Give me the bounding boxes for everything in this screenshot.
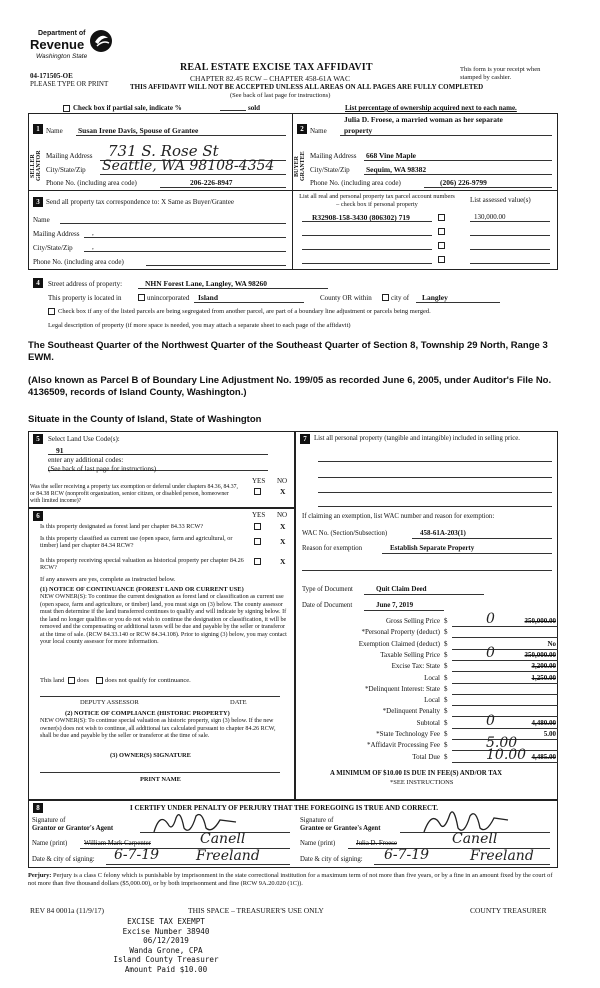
seller-phone-label: Phone No. (including area code) xyxy=(46,179,137,187)
see-back-note: (See back of last page for instructions) xyxy=(230,92,331,99)
corr-name-label: Name xyxy=(33,216,50,224)
notice-1-body: NEW OWNER(S): To continue the current designation as forest land or classification as current use (open space, farm and agriculture, or timber) land, you must sign on (3) below. The county assessor must then determine if the land transferred continues to qualify and will indicate by signing below. If the land no longer qualifies or you do not wish to continue the designation or classification, it will be removed and the compensating or additional taxes will be due and payable by the seller or transferor at the time of sale. (RCW 84.33.140 or RCW 84.34.108). Prior to signing (3) below, you may contact your local county assessor for more information. xyxy=(40,594,287,645)
stamp-line: Wanda Grone, CPA xyxy=(129,945,203,955)
calc-row xyxy=(300,611,558,628)
parcel-2-personal-checkbox[interactable] xyxy=(438,228,445,235)
grantor-date-line xyxy=(106,864,290,865)
dollar-sign: $ xyxy=(444,730,448,738)
legal-description-1: The Southeast Quarter of the Northwest Quarter of the Southeast Quarter of Section 8, Township 29 North, Range 3 EWM. xyxy=(28,340,548,363)
see-instructions: *SEE INSTRUCTIONS xyxy=(390,779,454,786)
treasurer-use: THIS SPACE – TREASURER'S USE ONLY xyxy=(188,906,324,915)
s5-no-answer: X xyxy=(280,487,286,496)
calc-value: 3,200.00 xyxy=(531,662,556,671)
calc-row xyxy=(300,662,558,673)
calc-line xyxy=(452,694,558,695)
calc-label: Local xyxy=(424,673,440,682)
calc-line xyxy=(452,716,558,717)
s6-q1-no-answer: X xyxy=(280,522,286,531)
receipt-note: This form is your receipt when stamped by cashier. xyxy=(460,66,541,81)
parcel-4-personal-checkbox[interactable] xyxy=(438,256,445,263)
dollar-sign: $ xyxy=(444,639,448,648)
parcel-line-3 xyxy=(302,249,432,250)
seller-name: Susan Irene Davis, Spouse of Grantee xyxy=(78,126,199,135)
dollar-sign: $ xyxy=(444,684,448,693)
assessed-value: 130,000.00 xyxy=(474,213,506,221)
parties-divider-horizontal xyxy=(28,190,558,191)
doc-date-line xyxy=(364,610,444,611)
wac-label: WAC No. (Section/Subsection) xyxy=(302,530,388,537)
unincorporated-checkbox[interactable] xyxy=(138,294,145,301)
s6-no-header: NO xyxy=(277,511,288,519)
rev-number: REV 84 0001a (11/9/17) xyxy=(30,906,104,915)
corr-phone-line xyxy=(146,265,286,266)
dollar-sign: $ xyxy=(444,696,448,705)
grantee-city-hand: Freeland xyxy=(470,848,534,864)
grantor-print-label: Name (print) xyxy=(32,840,68,847)
buyer-phone: (206) 226-9799 xyxy=(440,178,487,187)
s6-if-yes: If any answers are yes, complete as instructed below. xyxy=(40,576,176,583)
calc-label: Excise Tax: State xyxy=(391,662,440,671)
calc-row xyxy=(300,685,558,696)
grantor-date-label: Date & city of signing: xyxy=(32,856,95,863)
perjury-note xyxy=(28,872,562,888)
located-label: This property is located in xyxy=(48,294,122,302)
calc-label: Gross Selling Price xyxy=(385,617,440,625)
seller-name-label: Name xyxy=(46,127,63,135)
dollar-sign: $ xyxy=(444,718,448,727)
calc-label: Taxable Selling Price xyxy=(380,650,440,659)
calc-label: *Affidavit Processing Fee xyxy=(367,741,440,750)
parcel-line-4 xyxy=(302,263,432,264)
logo-swirl-icon xyxy=(88,28,114,54)
s6-q1-yes-checkbox[interactable] xyxy=(254,523,261,530)
section-7-marker: 7 xyxy=(300,434,310,444)
calc-line xyxy=(452,660,558,661)
s6-q2-no-answer: X xyxy=(280,537,286,546)
partial-sale-checkbox[interactable] xyxy=(63,105,70,112)
parties-box xyxy=(28,113,558,270)
s6-q3-yes-checkbox[interactable] xyxy=(254,558,261,565)
seller-phone-line xyxy=(160,187,286,188)
corr-mailing-label: Mailing Address xyxy=(33,230,80,238)
calc-value: 1,250.00 xyxy=(531,673,556,682)
perjury-heading: I CERTIFY UNDER PENALTY OF PERJURY THAT THE FOREGOING IS TRUE AND CORRECT. xyxy=(130,804,439,812)
form-chapter: CHAPTER 82.45 RCW – CHAPTER 458-61A WAC xyxy=(190,74,350,83)
form-number: 04-171505-OE xyxy=(30,72,73,80)
grantee-date-hand: 6-7-19 xyxy=(384,847,430,863)
pp-line-1 xyxy=(318,461,552,462)
calc-hand-value: 0 xyxy=(486,611,495,627)
corr-city-line xyxy=(84,251,286,252)
doc-type-label: Type of Document xyxy=(302,586,353,593)
exemption-heading: If claiming an exemption, list WAC number and reason for exemption: xyxy=(302,513,495,520)
percentage-note: List percentage of ownership acquired next to each name. xyxy=(345,104,517,112)
print-name-label: PRINT NAME xyxy=(140,776,181,783)
deputy-line xyxy=(40,696,280,697)
calc-line xyxy=(452,683,558,684)
unincorporated-label: unincorporated xyxy=(147,294,190,302)
grantor-sig-label-2: Grantor or Grantor's Agent xyxy=(32,825,114,832)
parties-divider-vertical xyxy=(292,113,293,270)
section-5-marker: 5 xyxy=(33,434,43,444)
seller-phone: 206-226-8947 xyxy=(190,178,233,187)
personal-property-heading: List all personal property (tangible and intangible) included in selling price. xyxy=(314,435,520,442)
calc-row xyxy=(300,644,558,662)
calc-row xyxy=(300,746,558,764)
calc-row xyxy=(300,628,558,639)
calc-row xyxy=(300,640,558,651)
calc-line xyxy=(452,705,558,706)
corr-phone-label: Phone No. (including area code) xyxy=(33,258,124,266)
corr-mailing-line xyxy=(84,237,286,238)
s6-yes-header: YES xyxy=(252,511,266,519)
corr-mailing-value: , xyxy=(92,229,94,237)
treasurer-stamp xyxy=(100,917,232,975)
seller-side-label: SELLER GRANTOR xyxy=(30,150,42,182)
stamp-line: Excise Number 38940 xyxy=(122,926,210,936)
deputy-date-label: DATE xyxy=(230,699,247,706)
calc-row xyxy=(300,730,558,741)
wac-number: 458-61A-203(1) xyxy=(420,529,466,537)
parcel-line-2 xyxy=(302,235,432,236)
land-use-see-back: (See back of last page for instructions) xyxy=(48,465,157,473)
seller-name-line xyxy=(76,135,286,136)
grantee-date-label: Date & city of signing: xyxy=(300,856,363,863)
section-2-marker: 2 xyxy=(297,124,307,134)
seller-city-line xyxy=(100,174,286,175)
section-8-marker: 8 xyxy=(33,803,43,813)
land-use-label: Select Land Use Code(s): xyxy=(48,435,120,443)
s6-q2: Is this property classified as current use (open space, farm and agricultural, or timber) land per chapter 84.34 RCW? xyxy=(40,535,233,549)
owners-signature-label: (3) OWNER(S) SIGNATURE xyxy=(110,752,191,759)
city-name: Langley xyxy=(422,293,448,302)
calc-hand-value: 0 xyxy=(486,644,495,661)
pp-line-4 xyxy=(318,506,552,507)
dollar-sign: $ xyxy=(444,707,448,716)
parcel-3-personal-checkbox[interactable] xyxy=(438,242,445,249)
assessed-line-3 xyxy=(470,249,550,250)
calc-label: *Delinquent Penalty xyxy=(382,707,440,716)
section-6-marker: 6 xyxy=(33,511,43,521)
additional-codes-label: enter any additional codes: xyxy=(48,456,124,464)
form-title: REAL ESTATE EXCISE TAX AFFIDAVIT xyxy=(180,62,373,73)
perjury-label: Perjury: xyxy=(28,872,52,879)
corr-city-value: , xyxy=(92,243,94,251)
logo-state: Washington State xyxy=(36,53,88,60)
dollar-sign: $ xyxy=(444,741,448,750)
grantee-sig-label-1: Signature of xyxy=(300,817,334,824)
does-not-label: does not qualify for continuance. xyxy=(105,677,191,684)
stamp-line: Island County Treasurer xyxy=(113,955,219,965)
does-checkbox[interactable] xyxy=(68,677,75,684)
grantee-sig-label-2: Grantee or Grantee's Agent xyxy=(300,825,381,832)
s6-q2-yes-checkbox[interactable] xyxy=(254,538,261,545)
city-line xyxy=(416,302,500,303)
legal-note: Legal description of property (if more space is needed, you may attach a separate sheet to each page of the affidavit) xyxy=(48,322,351,329)
does-label: does xyxy=(77,677,89,684)
form-warning: THIS AFFIDAVIT WILL NOT BE ACCEPTED UNLESS ALL AREAS ON ALL PAGES ARE FULLY COMPLETED xyxy=(130,83,484,91)
assessed-line-4 xyxy=(470,263,550,264)
does-not-checkbox[interactable] xyxy=(96,677,103,684)
calc-hand-value: 10.00 xyxy=(486,746,527,763)
legal-description-3: Situate in the County of Island, State of Washington xyxy=(28,414,262,425)
section-4-marker: 4 xyxy=(33,278,43,288)
calc-label: *Personal Property (deduct) xyxy=(361,628,440,637)
segregated-checkbox[interactable] xyxy=(48,308,55,315)
notice-1-title: (1) NOTICE OF CONTINUANCE (FOREST LAND OR CURRENT USE) xyxy=(40,586,244,593)
buyer-name-line2: property xyxy=(344,126,373,135)
calc-hand-value: 5.00 xyxy=(486,735,518,752)
doc-type-line xyxy=(364,594,484,595)
city-of-label: city of xyxy=(391,294,410,302)
buyer-phone-label: Phone No. (including area code) xyxy=(310,179,401,187)
reason-label: Reason for exemption xyxy=(302,545,363,552)
buyer-city-label: City/State/Zip xyxy=(310,166,350,174)
grantor-sig-label-1: Signature of xyxy=(32,817,66,824)
city-checkbox[interactable] xyxy=(382,294,389,301)
parcel-line-1 xyxy=(302,221,432,222)
perjury-text: Perjury is a class C felony which is punishable by imprisonment in the state correctional institution for a maximum term of not more than five years, or by a fine in an amount fixed by the court of not more than five thousand dollars ($5,000.00), or by both imprisonment and fine (RCW 9A.20.020 (1C)). xyxy=(28,872,553,887)
seller-city-label: City/State/Zip xyxy=(46,166,86,174)
correspondence-heading: Send all property tax correspondence to: X Same as Buyer/Grantee xyxy=(46,198,234,206)
please-type: PLEASE TYPE OR PRINT xyxy=(30,80,109,88)
seller-mailing-label: Mailing Address xyxy=(46,152,93,160)
buyer-mailing-line xyxy=(364,160,552,161)
stamp-line: EXCISE TAX EXEMPT xyxy=(127,917,205,926)
grantor-date-hand: 6-7-19 xyxy=(114,847,160,863)
deputy-assessor-label: DEPUTY ASSESSOR xyxy=(80,699,139,706)
grantee-print-name: Julia D. Froese xyxy=(356,840,397,847)
grantee-print-hand: Canell xyxy=(452,831,498,847)
buyer-mailing-label: Mailing Address xyxy=(310,152,357,160)
calc-line xyxy=(452,649,558,650)
calc-line xyxy=(452,626,558,627)
street-line xyxy=(138,288,328,289)
logo-revenue: Revenue xyxy=(30,37,85,52)
buyer-name-label: Name xyxy=(310,127,327,135)
calc-value: No xyxy=(547,639,556,648)
reason-line xyxy=(382,553,552,554)
parcel-number: R32908-158-3430 (806302) 719 xyxy=(312,213,410,222)
calc-value: 350,000.00 xyxy=(524,650,556,659)
seller-city: Seattle, WA 98108-4354 xyxy=(102,158,275,174)
grantee-print-label: Name (print) xyxy=(300,840,336,847)
calc-row xyxy=(300,712,558,730)
calc-label: Exemption Claimed (deduct) xyxy=(358,639,440,648)
dollar-sign: $ xyxy=(444,617,448,625)
calc-line xyxy=(452,671,558,672)
partial-sale-label: Check box if partial sale, indicate % xyxy=(73,104,182,112)
calc-line xyxy=(452,637,558,638)
s6-q3-no-answer: X xyxy=(280,557,286,566)
notice-2-body: NEW OWNER(S): To continue special valuation as historic property, sign (3) below. If the new owner(s) does not wish to continue, all additional tax calculated pursuant to chapter 84.26 RCW, shall be due and payable by the seller or transferor at the time of sale. xyxy=(40,718,276,739)
dollar-sign: $ xyxy=(444,650,448,659)
logo-dept-line: Department of xyxy=(38,30,86,37)
parcel-heading: List all real and personal property tax parcel account numbers – check box if personal property xyxy=(299,193,455,208)
reason-line-2 xyxy=(302,570,552,571)
exemption-reason: Establish Separate Property xyxy=(390,544,475,552)
land-use-code: 91 xyxy=(56,446,64,455)
calc-value: 4,485.00 xyxy=(531,752,556,761)
print-name-line xyxy=(40,772,280,773)
calc-label: *State Technology Fee xyxy=(376,730,440,738)
s5-no-header: NO xyxy=(277,477,288,485)
section-1-marker: 1 xyxy=(33,124,43,134)
calc-hand-value: 0 xyxy=(486,712,495,729)
calc-row xyxy=(300,696,558,707)
s6-q3: Is this property receiving special valuation as historical property per chapter 84.26 RCW? xyxy=(40,557,244,571)
dollar-sign: $ xyxy=(444,628,448,637)
notice-2-title: (2) NOTICE OF COMPLIANCE (HISTORIC PROPERTY) xyxy=(65,710,230,717)
grantor-print-hand: Canell xyxy=(200,831,246,847)
parcel-1-personal-checkbox[interactable] xyxy=(438,214,445,221)
corr-name-line xyxy=(60,223,286,224)
doc-type: Quit Claim Deed xyxy=(376,585,427,593)
doc-date: June 7, 2019 xyxy=(376,601,414,609)
wac-line xyxy=(412,538,552,539)
calc-row xyxy=(300,674,558,685)
calc-label: Subtotal xyxy=(416,718,440,727)
legal-description-2: (Also known as Parcel B of Boundary Line Adjustment No. 199/05 as recorded June 6, 2005, under Auditor's File No. 4136509, records of Island County, Washington.) xyxy=(28,375,552,398)
county-line xyxy=(194,302,304,303)
segregated-note: Check box if any of the listed parcels are being segregated from another parcel, are part of a boundary line adjustment or parcels being merged. xyxy=(58,308,431,315)
minimum-due-note: A MINIMUM OF $10.00 IS DUE IN FEE(S) AND/OR TAX xyxy=(330,770,503,777)
buyer-phone-line xyxy=(424,187,552,188)
stamp-line: 06/12/2019 xyxy=(143,936,189,946)
pp-line-3 xyxy=(318,492,552,493)
calc-line xyxy=(452,728,558,729)
buyer-mailing: 668 Vine Maple xyxy=(366,151,416,160)
this-land-label: This land xyxy=(40,677,65,684)
s6-q1: Is this property designated as forest land per chapter 84.33 RCW? xyxy=(40,523,204,530)
grantor-city-hand: Freeland xyxy=(196,848,260,864)
county-treasurer: COUNTY TREASURER xyxy=(470,906,547,915)
grantee-date-line xyxy=(374,864,550,865)
street-address: NHN Forest Lane, Langley, WA 98260 xyxy=(145,279,268,288)
calc-label: Total Due xyxy=(412,752,440,761)
dor-logo xyxy=(28,28,118,64)
s5-yes-header: YES xyxy=(252,477,266,485)
assessed-line-2 xyxy=(470,235,550,236)
doc-date-label: Date of Document xyxy=(302,602,353,609)
pp-line-2 xyxy=(318,477,552,478)
sold-label: sold xyxy=(248,104,261,112)
buyer-side-label: BUYER GRANTEE xyxy=(294,151,306,181)
grantor-print-name: William Mark Carpenter xyxy=(84,840,151,847)
buyer-city: Sequim, WA 98382 xyxy=(366,165,427,174)
calc-value: 5.00 xyxy=(543,730,556,738)
seller-mailing: 731 S. Rose St xyxy=(108,142,219,160)
stamp-line: Amount Paid $10.00 xyxy=(124,964,208,974)
s5-yes-checkbox[interactable] xyxy=(254,488,261,495)
calc-label: Local xyxy=(424,696,440,705)
buyer-name-line1: Julia D. Froese, a married woman as her separate xyxy=(344,115,503,124)
county-or-within: County OR within xyxy=(320,294,372,302)
corr-city-label: City/State/Zip xyxy=(33,244,73,252)
buyer-name-underline xyxy=(340,135,552,136)
dollar-sign: $ xyxy=(444,662,448,671)
dollar-sign: $ xyxy=(444,673,448,682)
calc-value: 350,000.00 xyxy=(524,617,556,625)
s5-question: Was the seller receiving a property tax exemption or deferral under chapters 84.36, 84.37, or 84.38 RCW (nonprofit organization, senior citizen, or disabled person, homeowner with limited income)? xyxy=(30,484,238,504)
county-name: Island xyxy=(198,293,219,302)
assessed-line-1 xyxy=(470,221,550,222)
street-label: Street address of property: xyxy=(48,280,123,288)
calc-row xyxy=(300,707,558,718)
assessed-heading: List assessed value(s) xyxy=(470,196,531,204)
section-3-marker: 3 xyxy=(33,197,43,207)
dollar-sign: $ xyxy=(444,752,448,761)
buyer-city-line xyxy=(364,174,552,175)
land-use-code-line xyxy=(48,454,268,455)
calc-label: *Delinquent Interest: State xyxy=(364,684,440,693)
partial-percent-line xyxy=(220,110,246,111)
calc-value: 4,480.00 xyxy=(531,718,556,727)
